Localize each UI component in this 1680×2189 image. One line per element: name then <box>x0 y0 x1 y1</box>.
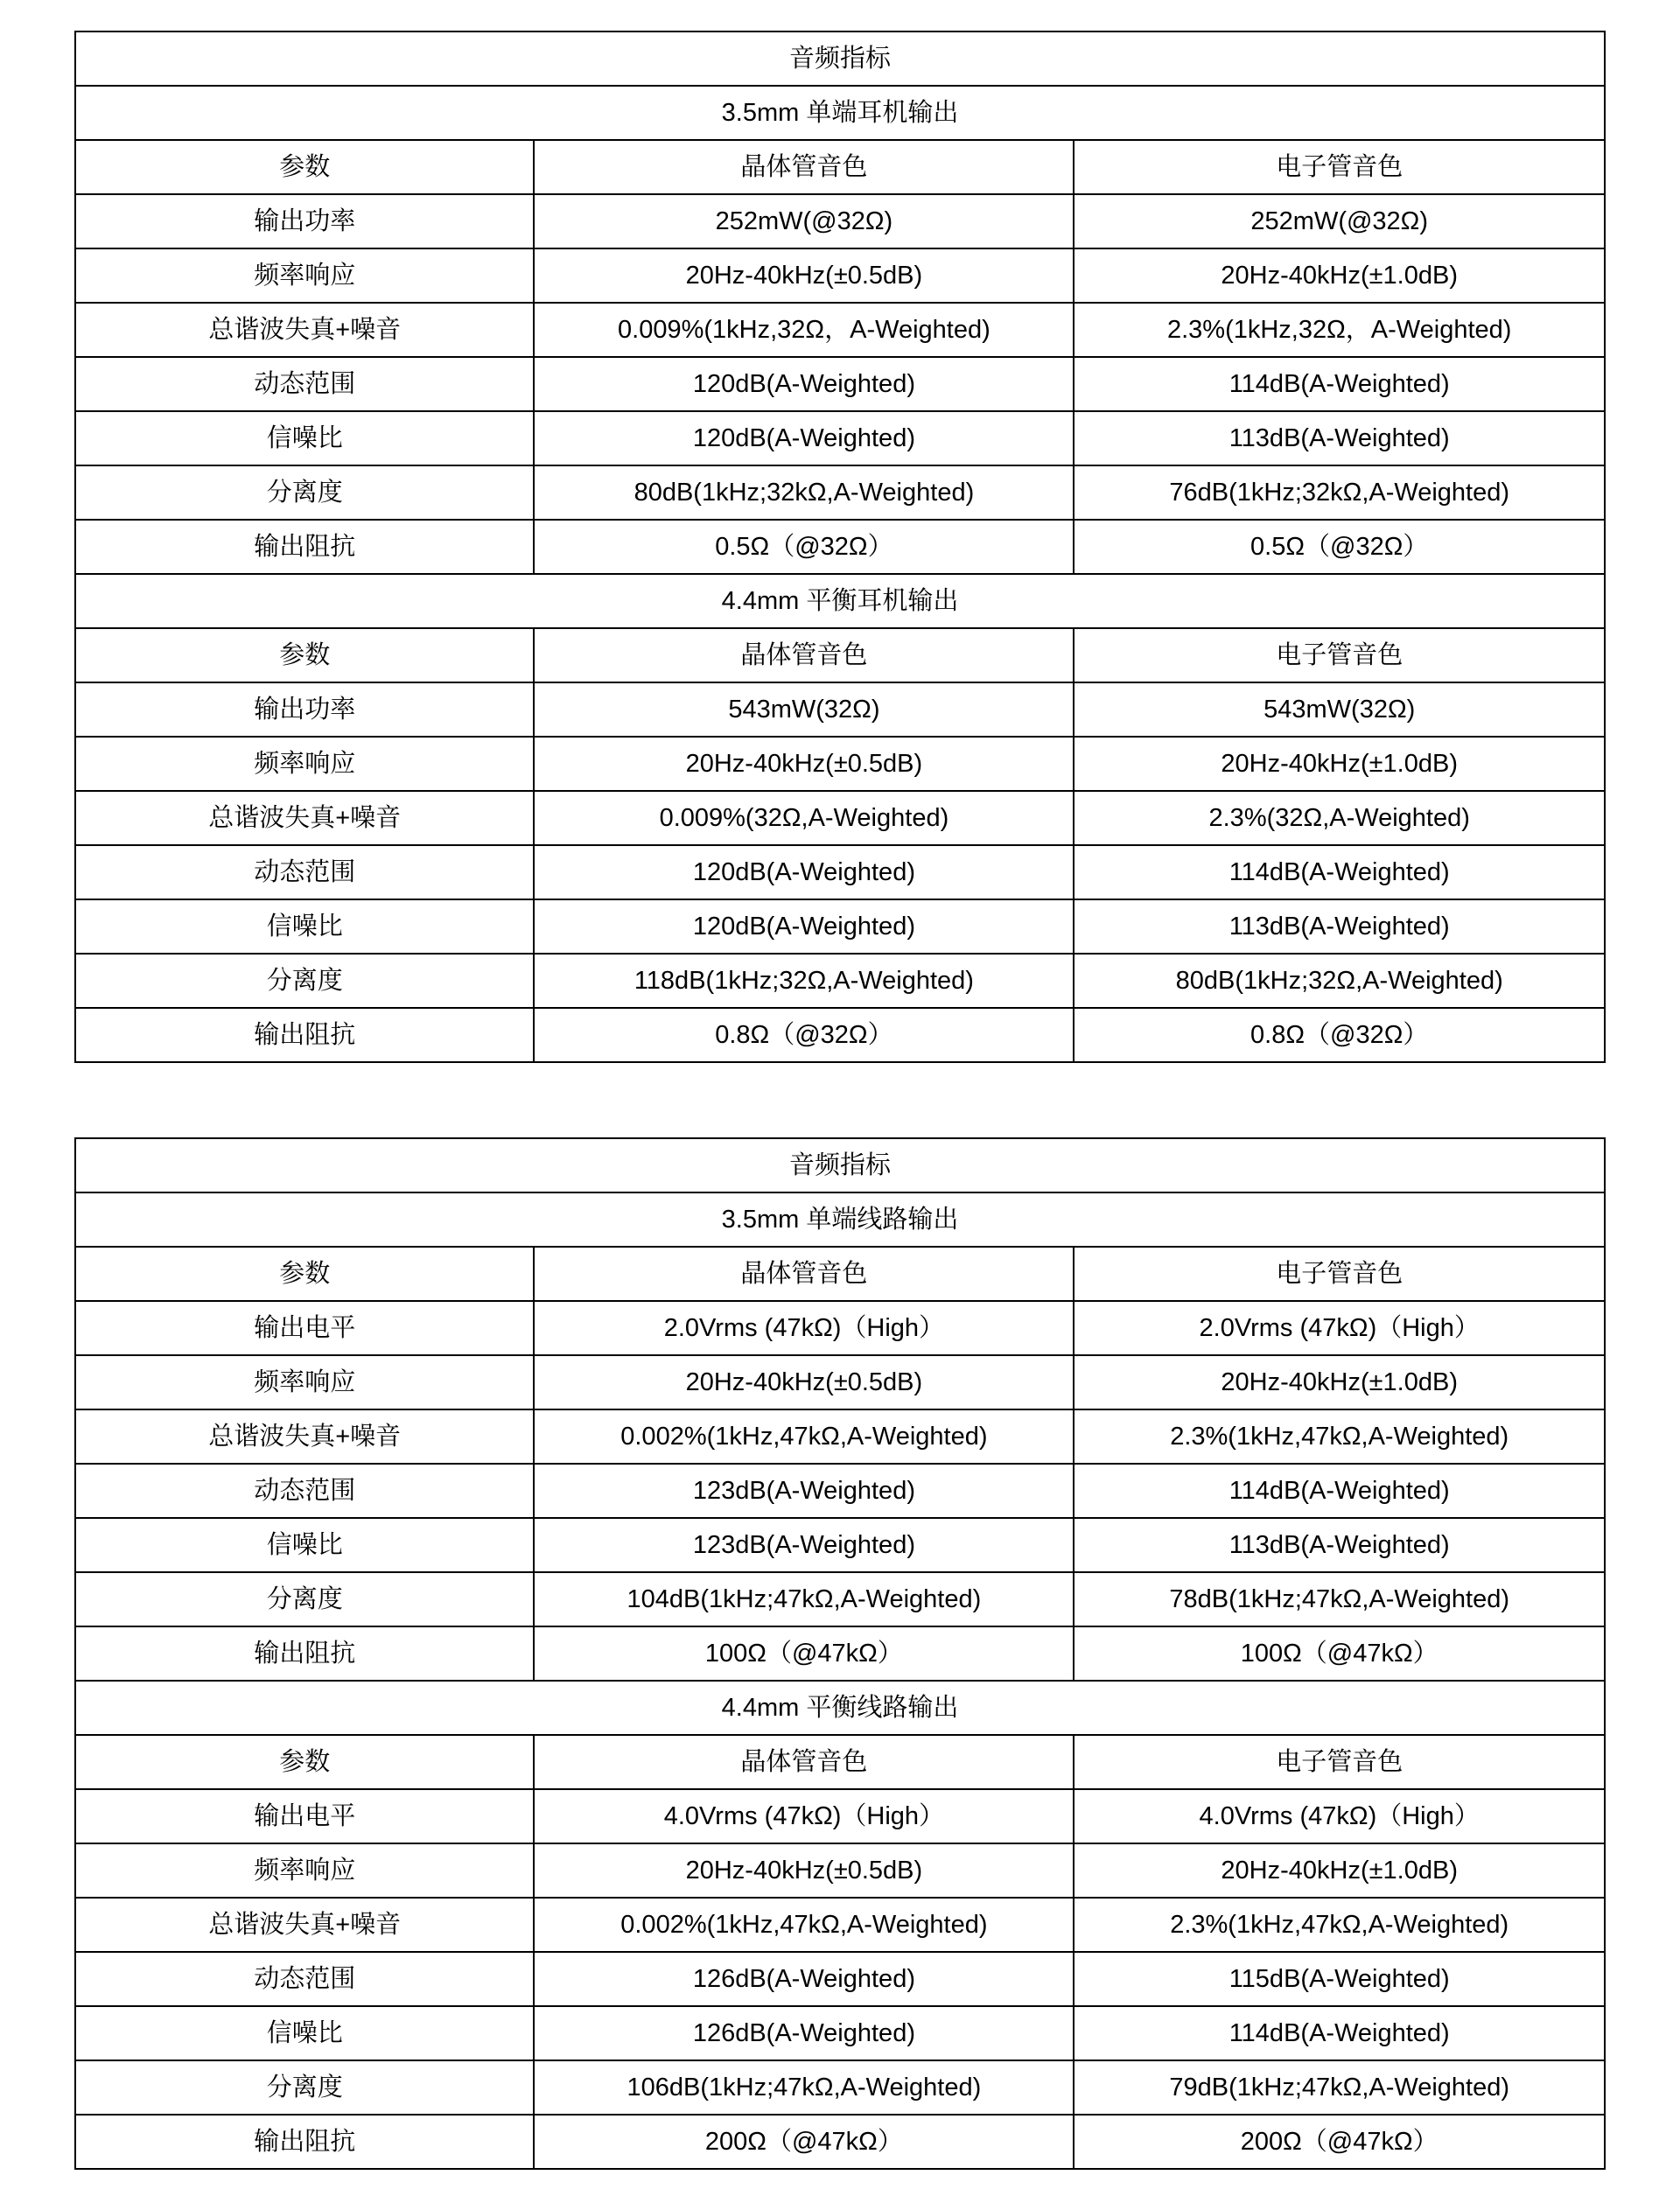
tube-value-cell: 78dB(1kHz;47kΩ,A-Weighted) <box>1074 1572 1605 1626</box>
tube-value-cell: 114dB(A-Weighted) <box>1074 845 1605 899</box>
spec-row <box>75 1789 1605 1843</box>
column-header-param: 参数 <box>75 1247 534 1301</box>
column-header-param: 参数 <box>75 1735 534 1789</box>
tube-value-cell: 0.8Ω（@32Ω） <box>1074 1008 1605 1062</box>
column-header-tube: 电子管音色 <box>1074 1735 1605 1789</box>
transistor-value-cell: 252mW(@32Ω) <box>534 194 1074 248</box>
param-cell: 动态范围 <box>75 357 534 411</box>
transistor-value-cell: 20Hz-40kHz(±0.5dB) <box>534 737 1074 791</box>
param-cell: 分离度 <box>75 465 534 520</box>
transistor-value-cell: 200Ω（@47kΩ） <box>534 2115 1074 2169</box>
spec-row <box>75 845 1605 899</box>
column-header-param: 参数 <box>75 628 534 682</box>
param-cell: 总谐波失真+噪音 <box>75 1409 534 1464</box>
spec-row <box>75 1464 1605 1518</box>
section-subtitle: 4.4mm 平衡耳机输出 <box>75 574 1605 628</box>
tube-value-cell: 20Hz-40kHz(±1.0dB) <box>1074 248 1605 303</box>
table-title: 音频指标 <box>75 31 1605 86</box>
transistor-value-cell: 80dB(1kHz;32kΩ,A-Weighted) <box>534 465 1074 520</box>
table-title-row <box>75 1138 1605 1192</box>
tube-value-cell: 80dB(1kHz;32Ω,A-Weighted) <box>1074 954 1605 1008</box>
param-cell: 动态范围 <box>75 1952 534 2006</box>
spec-row <box>75 357 1605 411</box>
column-header-row <box>75 1247 1605 1301</box>
param-cell: 总谐波失真+噪音 <box>75 791 534 845</box>
table-title: 音频指标 <box>75 1138 1605 1192</box>
transistor-value-cell: 20Hz-40kHz(±0.5dB) <box>534 248 1074 303</box>
column-header-row <box>75 628 1605 682</box>
spec-row <box>75 682 1605 737</box>
param-cell: 信噪比 <box>75 899 534 954</box>
spec-row <box>75 899 1605 954</box>
param-cell: 分离度 <box>75 2060 534 2115</box>
column-header-transistor: 晶体管音色 <box>534 1247 1074 1301</box>
transistor-value-cell: 100Ω（@47kΩ） <box>534 1626 1074 1681</box>
transistor-value-cell: 126dB(A-Weighted) <box>534 1952 1074 2006</box>
param-cell: 信噪比 <box>75 411 534 465</box>
param-cell: 频率响应 <box>75 1843 534 1898</box>
tube-value-cell: 114dB(A-Weighted) <box>1074 2006 1605 2060</box>
tube-value-cell: 113dB(A-Weighted) <box>1074 1518 1605 1572</box>
spec-row <box>75 1952 1605 2006</box>
spec-row <box>75 248 1605 303</box>
column-header-tube: 电子管音色 <box>1074 628 1605 682</box>
tube-value-cell: 2.0Vrms (47kΩ)（High） <box>1074 1301 1605 1355</box>
tube-value-cell: 0.5Ω（@32Ω） <box>1074 520 1605 574</box>
spec-row <box>75 1518 1605 1572</box>
spec-row <box>75 1843 1605 1898</box>
param-cell: 动态范围 <box>75 1464 534 1518</box>
spec-row <box>75 1626 1605 1681</box>
param-cell: 总谐波失真+噪音 <box>75 1898 534 1952</box>
transistor-value-cell: 0.009%(1kHz,32Ω，A-Weighted) <box>534 303 1074 357</box>
transistor-value-cell: 20Hz-40kHz(±0.5dB) <box>534 1355 1074 1409</box>
param-cell: 输出电平 <box>75 1789 534 1843</box>
column-header-transistor: 晶体管音色 <box>534 628 1074 682</box>
section-subtitle: 4.4mm 平衡线路输出 <box>75 1681 1605 1735</box>
spec-row <box>75 303 1605 357</box>
transistor-value-cell: 0.002%(1kHz,47kΩ,A-Weighted) <box>534 1409 1074 1464</box>
section-subtitle-row <box>75 1681 1605 1735</box>
tube-value-cell: 252mW(@32Ω) <box>1074 194 1605 248</box>
spec-row <box>75 411 1605 465</box>
param-cell: 总谐波失真+噪音 <box>75 303 534 357</box>
column-header-tube: 电子管音色 <box>1074 1247 1605 1301</box>
tube-value-cell: 20Hz-40kHz(±1.0dB) <box>1074 1843 1605 1898</box>
tube-value-cell: 2.3%(1kHz,32Ω，A-Weighted) <box>1074 303 1605 357</box>
transistor-value-cell: 20Hz-40kHz(±0.5dB) <box>534 1843 1074 1898</box>
param-cell: 输出阻抗 <box>75 1008 534 1062</box>
spec-row <box>75 2115 1605 2169</box>
tube-value-cell: 2.3%(1kHz,47kΩ,A-Weighted) <box>1074 1409 1605 1464</box>
tube-value-cell: 115dB(A-Weighted) <box>1074 1952 1605 2006</box>
param-cell: 输出功率 <box>75 194 534 248</box>
section-subtitle-row <box>75 1192 1605 1247</box>
spec-row <box>75 520 1605 574</box>
tube-value-cell: 4.0Vrms (47kΩ)（High） <box>1074 1789 1605 1843</box>
column-header-param: 参数 <box>75 140 534 194</box>
transistor-value-cell: 126dB(A-Weighted) <box>534 2006 1074 2060</box>
transistor-value-cell: 120dB(A-Weighted) <box>534 845 1074 899</box>
transistor-value-cell: 0.009%(32Ω,A-Weighted) <box>534 791 1074 845</box>
tube-value-cell: 20Hz-40kHz(±1.0dB) <box>1074 737 1605 791</box>
table-title-row <box>75 31 1605 86</box>
param-cell: 频率响应 <box>75 1355 534 1409</box>
column-header-transistor: 晶体管音色 <box>534 1735 1074 1789</box>
spec-row <box>75 1409 1605 1464</box>
tube-value-cell: 76dB(1kHz;32kΩ,A-Weighted) <box>1074 465 1605 520</box>
spec-row <box>75 954 1605 1008</box>
spec-row <box>75 1301 1605 1355</box>
tube-value-cell: 20Hz-40kHz(±1.0dB) <box>1074 1355 1605 1409</box>
transistor-value-cell: 123dB(A-Weighted) <box>534 1464 1074 1518</box>
spec-row <box>75 1355 1605 1409</box>
param-cell: 输出功率 <box>75 682 534 737</box>
spec-row <box>75 1898 1605 1952</box>
section-subtitle-row <box>75 574 1605 628</box>
transistor-value-cell: 106dB(1kHz;47kΩ,A-Weighted) <box>534 2060 1074 2115</box>
tube-value-cell: 100Ω（@47kΩ） <box>1074 1626 1605 1681</box>
column-header-transistor: 晶体管音色 <box>534 140 1074 194</box>
tube-value-cell: 543mW(32Ω) <box>1074 682 1605 737</box>
spec-row <box>75 465 1605 520</box>
spec-row <box>75 737 1605 791</box>
spec-row <box>75 1008 1605 1062</box>
transistor-value-cell: 0.5Ω（@32Ω） <box>534 520 1074 574</box>
section-subtitle: 3.5mm 单端耳机输出 <box>75 86 1605 140</box>
transistor-value-cell: 0.002%(1kHz,47kΩ,A-Weighted) <box>534 1898 1074 1952</box>
param-cell: 输出阻抗 <box>75 1626 534 1681</box>
spec-row <box>75 194 1605 248</box>
param-cell: 分离度 <box>75 954 534 1008</box>
spec-row <box>75 2006 1605 2060</box>
param-cell: 动态范围 <box>75 845 534 899</box>
transistor-value-cell: 120dB(A-Weighted) <box>534 899 1074 954</box>
transistor-value-cell: 120dB(A-Weighted) <box>534 357 1074 411</box>
param-cell: 信噪比 <box>75 1518 534 1572</box>
param-cell: 频率响应 <box>75 248 534 303</box>
section-subtitle-row <box>75 86 1605 140</box>
param-cell: 输出电平 <box>75 1301 534 1355</box>
param-cell: 输出阻抗 <box>75 2115 534 2169</box>
tube-value-cell: 113dB(A-Weighted) <box>1074 899 1605 954</box>
section-subtitle: 3.5mm 单端线路输出 <box>75 1192 1605 1247</box>
param-cell: 分离度 <box>75 1572 534 1626</box>
audio-spec-table-line-out <box>74 1137 1606 2170</box>
tube-value-cell: 200Ω（@47kΩ） <box>1074 2115 1605 2169</box>
transistor-value-cell: 104dB(1kHz;47kΩ,A-Weighted) <box>534 1572 1074 1626</box>
transistor-value-cell: 0.8Ω（@32Ω） <box>534 1008 1074 1062</box>
tube-value-cell: 114dB(A-Weighted) <box>1074 1464 1605 1518</box>
transistor-value-cell: 543mW(32Ω) <box>534 682 1074 737</box>
spec-row <box>75 2060 1605 2115</box>
transistor-value-cell: 120dB(A-Weighted) <box>534 411 1074 465</box>
param-cell: 信噪比 <box>75 2006 534 2060</box>
param-cell: 频率响应 <box>75 737 534 791</box>
tube-value-cell: 2.3%(32Ω,A-Weighted) <box>1074 791 1605 845</box>
column-header-row <box>75 1735 1605 1789</box>
transistor-value-cell: 118dB(1kHz;32Ω,A-Weighted) <box>534 954 1074 1008</box>
tube-value-cell: 2.3%(1kHz,47kΩ,A-Weighted) <box>1074 1898 1605 1952</box>
column-header-row <box>75 140 1605 194</box>
param-cell: 输出阻抗 <box>75 520 534 574</box>
tube-value-cell: 114dB(A-Weighted) <box>1074 357 1605 411</box>
audio-spec-table-headphone-out <box>74 31 1606 1063</box>
transistor-value-cell: 4.0Vrms (47kΩ)（High） <box>534 1789 1074 1843</box>
transistor-value-cell: 2.0Vrms (47kΩ)（High） <box>534 1301 1074 1355</box>
spec-row <box>75 1572 1605 1626</box>
tube-value-cell: 113dB(A-Weighted) <box>1074 411 1605 465</box>
column-header-tube: 电子管音色 <box>1074 140 1605 194</box>
spec-row <box>75 791 1605 845</box>
transistor-value-cell: 123dB(A-Weighted) <box>534 1518 1074 1572</box>
tube-value-cell: 79dB(1kHz;47kΩ,A-Weighted) <box>1074 2060 1605 2115</box>
